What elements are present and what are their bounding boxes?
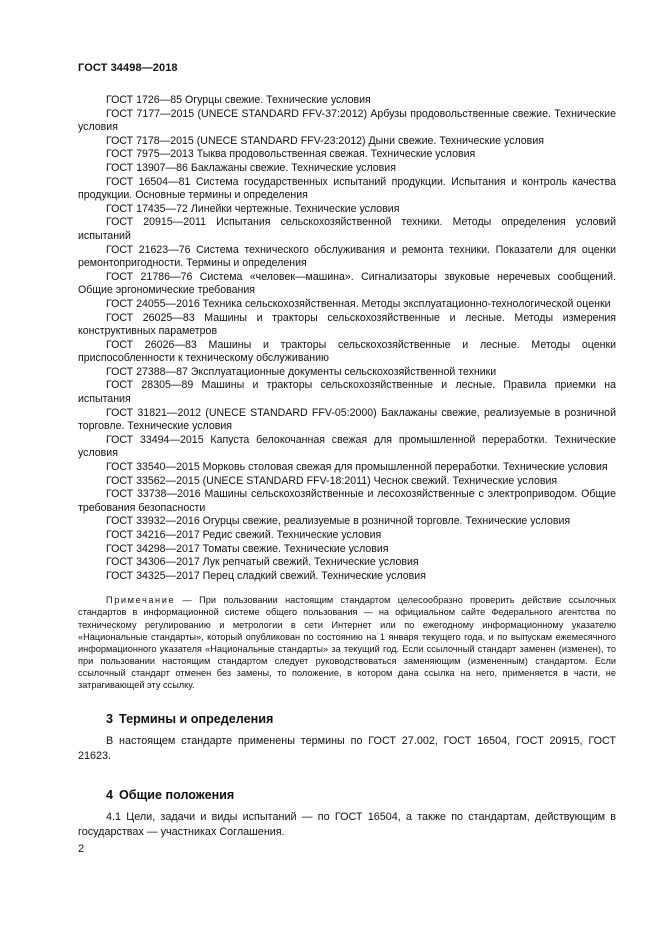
section-4-number: 4	[106, 787, 114, 802]
reference-item: ГОСТ 33494—2015 Капуста белокочанная свежая для промышленной переработки. Технические условия	[78, 433, 616, 460]
normative-references-list	[78, 94, 616, 583]
section-3-number: 3	[106, 712, 114, 727]
section-3-heading	[78, 712, 616, 726]
reference-item: ГОСТ 24055—2016 Техника сельскохозяйственная. Методы эксплуатационно-технологической оценки	[106, 297, 611, 310]
section-4-text: 4.1 Цели, задачи и виды испытаний — по ГОСТ 16504, а также по стандартам, действующим в государствах — участниках Соглашения.	[78, 810, 616, 838]
reference-item: ГОСТ 33562—2015 (UNECE STANDARD FFV-18:2011) Чеснок свежий. Технические условия	[106, 474, 558, 487]
reference-item: ГОСТ 34325—2017 Перец сладкий свежий. Технические условия	[106, 569, 426, 582]
reference-item: ГОСТ 7975—2013 Тыква продовольственная свежая. Технические условия	[106, 148, 476, 161]
section-4-heading	[78, 788, 616, 802]
reference-item: ГОСТ 26025—83 Машины и тракторы сельскохозяйственные и лесные. Методы измерения конструктивных параметров	[78, 311, 616, 338]
reference-item: ГОСТ 27388—87 Эксплуатационные документы сельскохозяйственной техники	[106, 365, 497, 378]
reference-item: ГОСТ 20915—2011 Испытания сельскохозяйственной техники. Методы определения условий испытаний	[78, 216, 616, 242]
reference-item: ГОСТ 34298—2017 Томаты свежие. Технические условия	[106, 542, 389, 555]
reference-item: ГОСТ 1726—85 Огурцы свежие. Технические условия	[106, 94, 371, 106]
reference-item: ГОСТ 17435—72 Линейки чертежные. Технические условия	[106, 202, 400, 215]
document-code-header: ГОСТ 34498—2018	[78, 62, 178, 74]
section-4-title: Общие положения	[119, 787, 235, 802]
page-content	[78, 94, 616, 840]
page-number: 2	[78, 843, 85, 855]
references-note	[78, 594, 616, 691]
reference-item: ГОСТ 34306—2017 Лук репчатый свежий. Технические условия	[106, 556, 419, 569]
section-3-title: Термины и определения	[119, 712, 274, 727]
reference-item: ГОСТ 33932—2016 Огурцы свежие, реализуемые в розничной торговле. Технические условия	[106, 515, 571, 528]
reference-item: ГОСТ 21623—76 Система технического обслуживания и ремонта техники. Показатели для оценки ремонтопригодности. Термины и определения	[78, 243, 616, 270]
reference-item: ГОСТ 13907—86 Баклажаны свежие. Технические условия	[106, 161, 396, 174]
reference-item: ГОСТ 26026—83 Машины и тракторы сельскохозяйственные и лесные. Методы оценки приспособленности к техническому обслуживанию	[78, 338, 616, 365]
reference-item: ГОСТ 16504—81 Система государственных испытаний продукции. Испытания и контроль качества продукции. Основные термины и определения	[78, 175, 616, 202]
reference-item: ГОСТ 7178—2015 (UNECE STANDARD FFV-23:2012) Дыни свежие. Технические условия	[106, 134, 544, 147]
reference-item: ГОСТ 7177—2015 (UNECE STANDARD FFV-37:2012) Арбузы продовольственные свежие. Технические условия	[78, 107, 616, 134]
reference-item: ГОСТ 28305—89 Машины и тракторы сельскохозяйственные и лесные. Правила приемки на испытания	[78, 379, 616, 406]
reference-item: ГОСТ 33540—2015 Морковь столовая свежая для промышленной переработки. Технические условия	[106, 461, 608, 474]
note-text: — При пользовании настоящим стандартом целесообразно проверить действие ссылочных стандартов в информационной системе общего пользования — на официальном сайте Федерального агентства по техническому регулированию и метрологии в сети Интернет или по ежегодному информационному указателю «Национальные стандарты», который опубликован по состоянию на 1 января текущего года, и по выпускам ежемесячного информационного указателя «Национальные стандарты» за текущий год. Если ссылочный стандарт заменен (изменен), то при пользовании настоящим стандартом следует руководствоваться заменяющим (измененным) стандартом. Если ссылочный стандарт отменен без замены, то положение, в котором дана ссылка на него, применяется в части, не затрагивающей эту ссылку.	[78, 595, 616, 691]
reference-item: ГОСТ 34216—2017 Редис свежий. Технические условия	[106, 529, 382, 541]
reference-item: ГОСТ 31821—2012 (UNECE STANDARD FFV-05:2000) Баклажаны свежие, реализуемые в розничной торговле. Технические условия	[78, 406, 616, 433]
note-label: Примечание	[106, 595, 176, 606]
reference-item: ГОСТ 21786—76 Система «человек—машина». Сигнализаторы звуковые неречевых сообщений. Общие эргономические требования	[78, 270, 616, 297]
section-3-text: В настоящем стандарте применены термины по ГОСТ 27.002, ГОСТ 16504, ГОСТ 20915, ГОСТ 21623.	[78, 735, 616, 763]
reference-item: ГОСТ 33738—2016 Машины сельскохозяйственные и лесохозяйственные с электроприводом. Общие требования безопасности	[78, 488, 616, 514]
